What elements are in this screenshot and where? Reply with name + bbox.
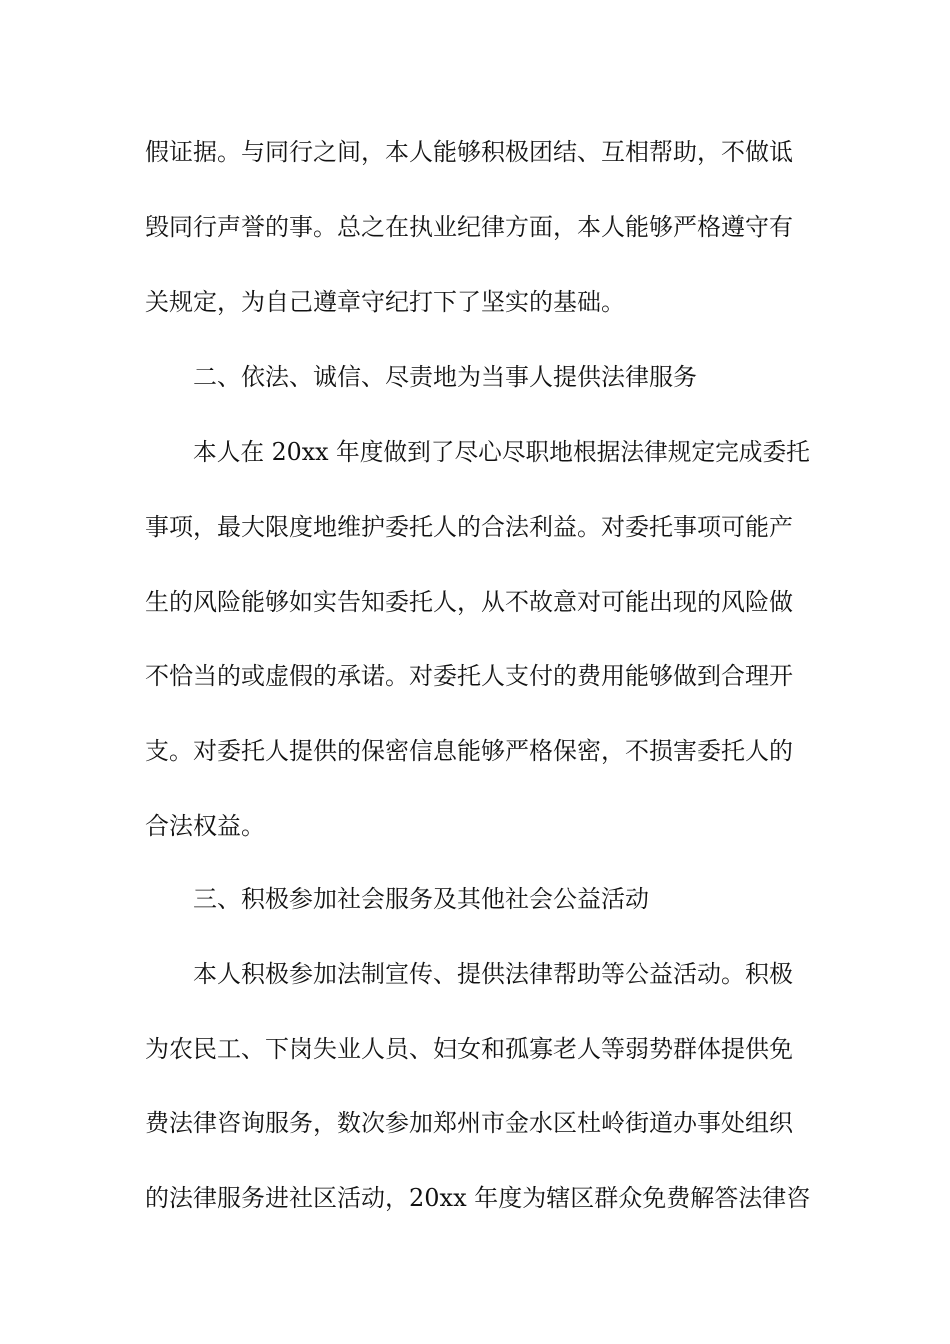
section-heading: 二、依法、诚信、尽责地为当事人提供法律服务 [193,363,697,391]
body-text-line: 关规定，为自己遵章守纪打下了坚实的基础。 [145,288,625,316]
body-text-line: 不恰当的或虚假的承诺。对委托人支付的费用能够做到合理开 [145,662,793,690]
paragraph-first-line: 本人在 20xx 年度做到了尽心尽职地根据法律规定完成委托 [193,438,810,466]
body-text-line: 生的风险能够如实告知委托人，从不故意对可能出现的风险做 [145,588,793,616]
body-text-line: 毁同行声誉的事。总之在执业纪律方面，本人能够严格遵守有 [145,213,793,241]
body-text-line: 合法权益。 [145,812,265,840]
body-text-line: 事项，最大限度地维护委托人的合法利益。对委托事项可能产 [145,513,793,541]
section-heading: 三、积极参加社会服务及其他社会公益活动 [193,885,649,913]
body-text-line: 假证据。与同行之间，本人能够积极团结、互相帮助，不做诋 [145,138,793,166]
paragraph-first-line: 本人积极参加法制宣传、提供法律帮助等公益活动。积极 [193,960,793,988]
body-text-line: 费法律咨询服务，数次参加郑州市金水区杜岭街道办事处组织 [145,1109,793,1137]
body-text-line: 为农民工、下岗失业人员、妇女和孤寡老人等弱势群体提供免 [145,1035,793,1063]
body-text-line: 支。对委托人提供的保密信息能够严格保密，不损害委托人的 [145,737,793,765]
body-text-line: 的法律服务进社区活动，20xx 年度为辖区群众免费解答法律咨 [145,1184,811,1212]
